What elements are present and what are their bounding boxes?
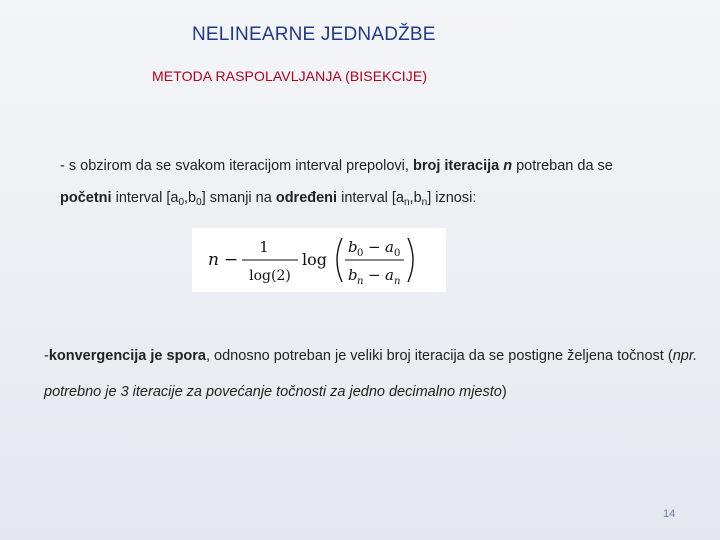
text-run: ] smanji na	[201, 190, 276, 206]
text-run: ,b	[409, 190, 422, 206]
text-run: - s obzirom da se svakom iteracijom interval prepolovi,	[60, 158, 413, 174]
inner-b0-sub: 0	[357, 248, 364, 259]
bold-run: konvergencija je spora	[48, 348, 206, 364]
subscript: 0	[178, 197, 185, 208]
inner-bn-sub: n	[357, 276, 364, 287]
paren-right	[408, 238, 413, 282]
inner-an: a	[385, 266, 394, 284]
subscript: n	[421, 197, 428, 208]
formula-numerator: 1	[259, 238, 269, 256]
text-run: -	[44, 348, 49, 364]
inner-a0: a	[385, 238, 394, 256]
inner-bn: b	[348, 266, 358, 284]
text-run: interval [a	[337, 190, 404, 206]
bold-italic-run: n	[503, 158, 513, 174]
text-run: )	[501, 384, 507, 400]
slide-title: NELINEARNE JEDNADŽBE	[192, 24, 436, 45]
text-run: ,b	[184, 190, 197, 206]
subscript: 0	[196, 197, 202, 208]
inner-a0-sub: 0	[394, 248, 401, 259]
italic-run: npr. potrebno je 3 iteracije za povećanje točnosti za jedno decimalno mjesto	[44, 348, 698, 400]
page-number: 14	[663, 508, 676, 520]
paragraph-convergence	[44, 338, 704, 410]
bold-run: broj iteracija	[412, 158, 504, 174]
inner-num-minus: −	[368, 238, 381, 256]
formula-lhs: n	[208, 250, 219, 270]
formula-func: log	[302, 250, 327, 269]
slide-subtitle: METODA RASPOLAVLJANJA (BISEKCIJE)	[152, 68, 428, 84]
formula-relation: −	[224, 250, 239, 270]
text-run: ] iznosi:	[427, 190, 477, 206]
bold-run: određeni	[275, 190, 338, 206]
formula-iterations	[192, 228, 446, 292]
inner-den-minus: −	[368, 266, 381, 284]
subscript: n	[403, 197, 410, 208]
bold-run: početni	[60, 190, 112, 206]
text-run: , odnosno potreban je veliki broj iteracija da se postigne željena točnost (	[206, 348, 673, 364]
inner-b0: b	[348, 238, 358, 256]
inner-an-sub: n	[394, 276, 401, 287]
text-run: potreban da se	[512, 158, 613, 174]
paren-left	[337, 238, 342, 282]
paragraph-iterations	[60, 150, 700, 214]
formula-denominator: log(2)	[249, 268, 291, 284]
text-run: interval [a	[111, 190, 179, 206]
